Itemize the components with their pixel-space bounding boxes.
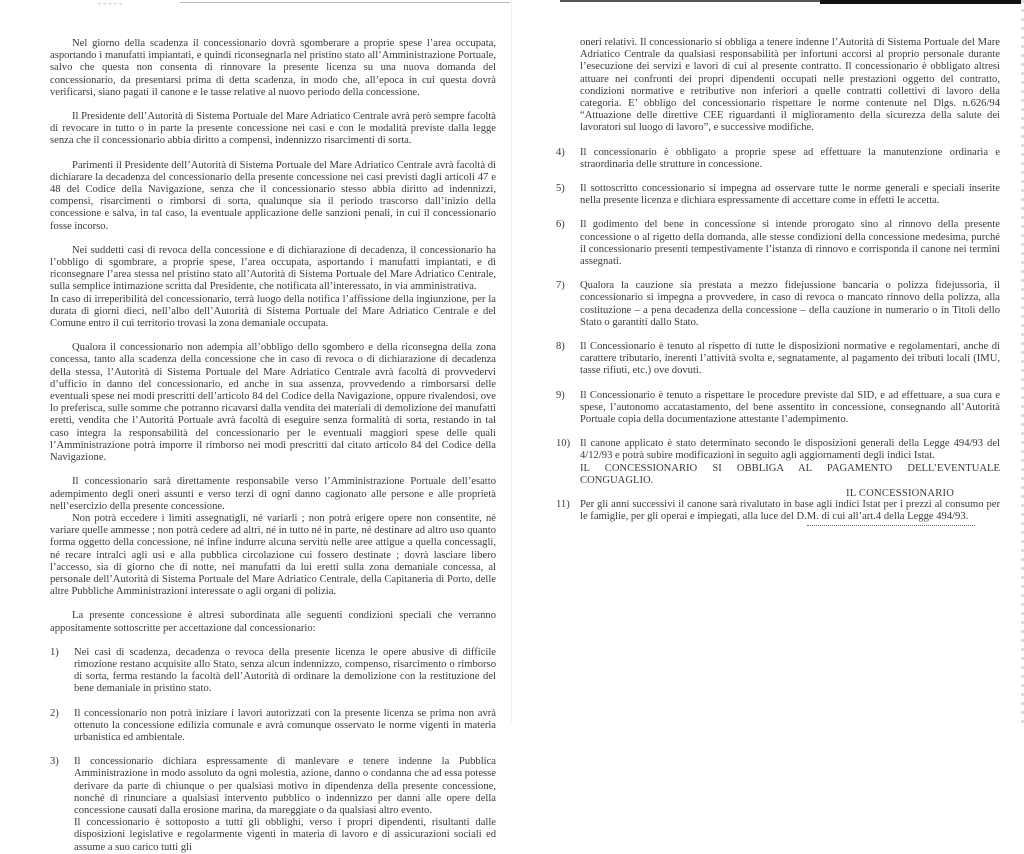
condition-number: 8) (556, 341, 565, 353)
scan-edge-shadow (560, 0, 820, 2)
condition-number: 3) (50, 756, 59, 768)
condition-item (556, 341, 1000, 378)
condition-number: 4) (556, 146, 565, 158)
paragraph-clearance-obligation: Nei suddetti casi di revoca della concessione e di dichiarazione di decadenza, il concessionario ha l’obbligo di sgombrare, a proprie spese, l’area occupata, asportando i manufatti impiantati, e di riconsegnare l’area stessa nel pristino stato all’Autorità di Sistema Portuale del Mare Adriatico Centrale, sulla semplice intimazione scritta dal Presidente, che notificata all’interessato, in via amministrativa. (50, 244, 496, 293)
paragraph-expiry: Nel giorno della scadenza il concessionario dovrà sgomberare a proprie spese l’area occupata, asportando i manufatti impiantati, e quindi riconsegnarla nel pristino stato all’Amministrazione Portuale, salvo che questa non consenta di rinnovare la presente licenza su una nuova domanda del concessionario, da presentarsi prima di detta scadenza, in modo che, all’epoca in cui questa dovrà verificarsi, siano pagati il canone e le tasse relative al nuovo periodo della concessione. (50, 38, 496, 98)
condition-item (556, 183, 1000, 207)
page-fold (511, 0, 512, 724)
right-column (556, 37, 1000, 524)
condition-text: Il sottoscritto concessionario si impegna ad osservare tutte le norme generali e speciali inserite nella presente licenza e dichiara espressamente di accettare come in effetti le accetta. (580, 183, 1000, 207)
condition-text: Nei casi di scadenza, decadenza o revoca della presente licenza le opere abusive di difficile rimozione restano acquisite allo Stato, senza alcun indennizzo, compenso, risarcimento o rimborso di sorta, ferma restando la facoltà dell’Autorità di ordinare la demolizione con la restituzione del bene demaniale in pristino stato. (74, 646, 496, 695)
scan-edge-shadow (180, 2, 510, 3)
condition-number: 2) (50, 707, 59, 719)
condition-number: 1) (50, 646, 59, 658)
condition-text: Il concessionario è obbligato a proprie spese ad effettuare la manutenzione ordinaria e straordinaria delle strutture in concessione. (580, 146, 1000, 170)
condition-number: 7) (556, 280, 565, 292)
condition-item (556, 390, 1000, 427)
condition-number: 6) (556, 219, 565, 231)
condition-text: Il Concessionario è tenuto al rispetto di tutte le disposizioni normative e regolamentari, anche di carattere tributario, inerenti l’attività svolta e, segnatamente, al pagamento dei tributi locali (IMU, tasse rifiuti, etc.) ove dovuti. (580, 341, 1000, 377)
condition-number: 9) (556, 389, 565, 401)
condition-text: Il canone applicato è stato determinato secondo le disposizioni generali della Legge 494/93 del 4/12/93 e potrà subire modificazioni in seguito agli aggiornamenti degli indici Istat. (580, 438, 1000, 462)
condition-text: Per gli anni successivi il canone sarà rivalutato in base agli indici Istat per i prezzi al consumo per le famiglie, per gli operai e impiegati, alla luce del D.M. di cui all’art.4 della Legge 494/93. (580, 499, 1000, 523)
condition-text: Il godimento del bene in concessione si intende prorogato sino al rinnovo della presente concessione o al rigetto della domanda, alle stesse condizioni della concessione medesima, purché il concessionario presenti tempestivamente l’istanza di rinnovo e corrisponda il canone nei termini assegnati. (580, 219, 1000, 268)
condition-text: Il concessionario non potrà iniziare i lavori autorizzati con la presente licenza se prima non avrà ottenuto la concessione edilizia comunale e avrà comunque osservato le norme vigenti in materia urbanistica ed ambientale. (74, 707, 496, 743)
paragraph-special-conditions: La presente concessione è altresì subordinata alle seguenti condizioni speciali che verranno appositamente sottoscritte per accettazione dal concessionario: (50, 610, 496, 634)
condition-item (50, 756, 496, 854)
paragraph-forfeiture: Parimenti il Presidente dell’Autorità di Sistema Portuale del Mare Adriatico Centrale avrà facoltà di dichiarare la decadenza del concessionario della presente concessione nei casi previsti dagli articoli 47 e 48 del Codice della Navigazione, senza che il concessionario stesso abbia diritto ad indennizzi, compensi, risarcimenti o rimborsi di sorta, qualunque sia il periodo trascorso dall’inizio della concessione e salva, in tal caso, la eventuale applicazione delle sanzioni penali, in cui il concessionario fosse incorso. (50, 159, 496, 232)
paragraph-limits: Non potrà eccedere i limiti assegnatigli, né variarli ; non potrà erigere opere non consentite, né variare quelle ammesse ; non potrà cedere ad altri, né in tutto né in parte, né destinare ad altro uso quanto forma oggetto della concessione, né infine indurre alcuna servitù nelle aree attigue a quella concessagli, né recare intralci agli usi e alla pubblica circolazione cui fossero destinate ; dovrà lasciare libero l’accesso, sia di giorno che di notte, nei manufatti da lui eretti sulla zona demaniale concessa, al personale dell’Autorità di Sistema Portuale del Mare Adriatico Centrale, della Capitaneria di Porto, delle altre Pubbliche Amministrazioni interessate o agli organi di polizia. (50, 512, 496, 598)
condition-number: 5) (556, 183, 565, 195)
condition-item (556, 280, 1000, 329)
condition-item (556, 499, 1000, 523)
condition-text-extra: IL CONCESSIONARIO SI OBBLIGA AL PAGAMENTO DELL’EVENTUALE CONGUAGLIO. (580, 462, 1000, 486)
paragraph-liability: Il concessionario sarà direttamente responsabile verso l’Amministrazione Portuale dell’esatto adempimento degli oneri assunti e verso terzi di ogni danno cagionato alle persone e alle proprietà nell’esercizio della presente concessione. (50, 476, 496, 512)
paragraph-revocation: Il Presidente dell’Autorità di Sistema Portuale del Mare Adriatico Centrale avrà però sempre facoltà di revocare in tutto o in parte la presente concessione nei casi e con le modalità previste dalla legge senza che il concessionario abbia diritto a compensi, indennizzo risarcimenti di sorta. (50, 111, 496, 147)
signature-label: IL CONCESSIONARIO (846, 488, 955, 499)
scan-edge-shadow (820, 0, 1024, 4)
paragraph-default: Qualora il concessionario non adempia all’obbligo dello sgombero e della riconsegna della zona concessa, tanto alla scadenza della concessione che in caso di revoca o di dichiarazione di decadenza della stessa, l’Autorità di Sistema Portuale del Mare Adriatico Centrale avrà facoltà di provvedervi d’ufficio in danno del concessionario, ed anche in sua assenza, provvedendo a rimborsarsi delle eventuali spese nei modi prescritti dell’articolo 84 del Codice della Navigazione, oppure rivalendosi, ove lo preferisca, sulle somme che potranno ricavarsi dalla vendita dei materiali di demolizione dei manufatti eretti, vendita che l’Autorità Portuale avrà facoltà di eseguire senza formalità di sorta, restando in tal caso integra la responsabilità del concessionario per le eventuali maggiori spese delle quali l’Amministrazione potrà imporre il rimborso nei modi prescritti dal citato articolo 84 del Codice della Navigazione. (50, 342, 496, 464)
condition-item (556, 147, 1000, 171)
condition-item (556, 438, 1000, 487)
condition-item (556, 219, 1000, 268)
condition-text-extra: Il concessionario è sottoposto a tutti gli obblighi, verso i propri dipendenti, risultanti dalle disposizioni legislative e regolarmente vigenti in materia di lavoro e di assicurazioni sociali ed assume a suo carico tutti gli (74, 817, 496, 853)
condition-item (50, 708, 496, 745)
paragraph-unreachable: In caso di irreperibilità del concessionario, terrà luogo della notifica l’affissione della ingiunzione, per la durata di giorni dieci, nell’albo dell’Autorità di Sistema Portuale del Mare Adriatico Centrale e del Comune entro il cui territorio trovasi la zona demaniale occupata. (50, 293, 496, 330)
left-column (50, 38, 496, 854)
condition-text: Il concessionario dichiara espressamente di manlevare e tenere indenne la Pubblica Amministrazione in modo assoluto da ogni molestia, azione, danno o condanna che ad essa potesse derivare da parte di chiunque o per qualsiasi motivo in dipendenza della presente concessione, nonché di rinunciare a qualsiasi intervento pubblico o indennizzo per danni alle opere della concessione causati dalla erosione marina, da mareggiate o da qualsiasi altro evento. (74, 756, 496, 816)
condition-number: 11) (556, 499, 570, 511)
top-mark: - - - - - (98, 0, 122, 8)
condition-text: Qualora la cauzione sia prestata a mezzo fidejussione bancaria o polizza fidejussoria, il concessionario si impegna a provvedere, in caso di revoca o mancato rinnovo della polizza, alla costituzione – a pena decadenza della concessione – della cauzione in numerario o in Titoli dello Stato o garantiti dallo Stato. (580, 280, 1000, 328)
condition-item (50, 647, 496, 696)
condition-number: 10) (556, 438, 571, 450)
paragraph-continuation: oneri relativi. Il concessionario si obbliga a tenere indenne l’Autorità di Sistema Portuale del Mare Adriatico Centrale da qualsiasi responsabilità per infortuni accorsi al proprio personale durante l’esecuzione dei servizi e lavori di cui al presente contratto. Il concessionario è obbligato altresì attuare nei confronti dei propri dipendenti occupati nelle prestazioni oggetto del contratto, condizioni normative e retributive non inferiori a quelle contratti collettivi di lavoro della categoria. E’ obbligo del concessionario rispettare le norme contenute nel Dlgs. n.626/94 “Attuazione delle direttive CEE riguardanti il miglioramento della sicurezza della salute dei lavoratori sul luogo di lavoro”, e successive modifiche. (580, 37, 1000, 134)
condition-text: Il Concessionario è tenuto a rispettare le procedure previste dal SID, e ad effettuare, a sua cura e spese, l’autonomo accatastamento, del bene assentito in concessione, consegnando all’Autorità Portuale copia della documentazione attestante l’adempimento. (580, 389, 1000, 426)
signature-line[interactable] (807, 525, 975, 526)
